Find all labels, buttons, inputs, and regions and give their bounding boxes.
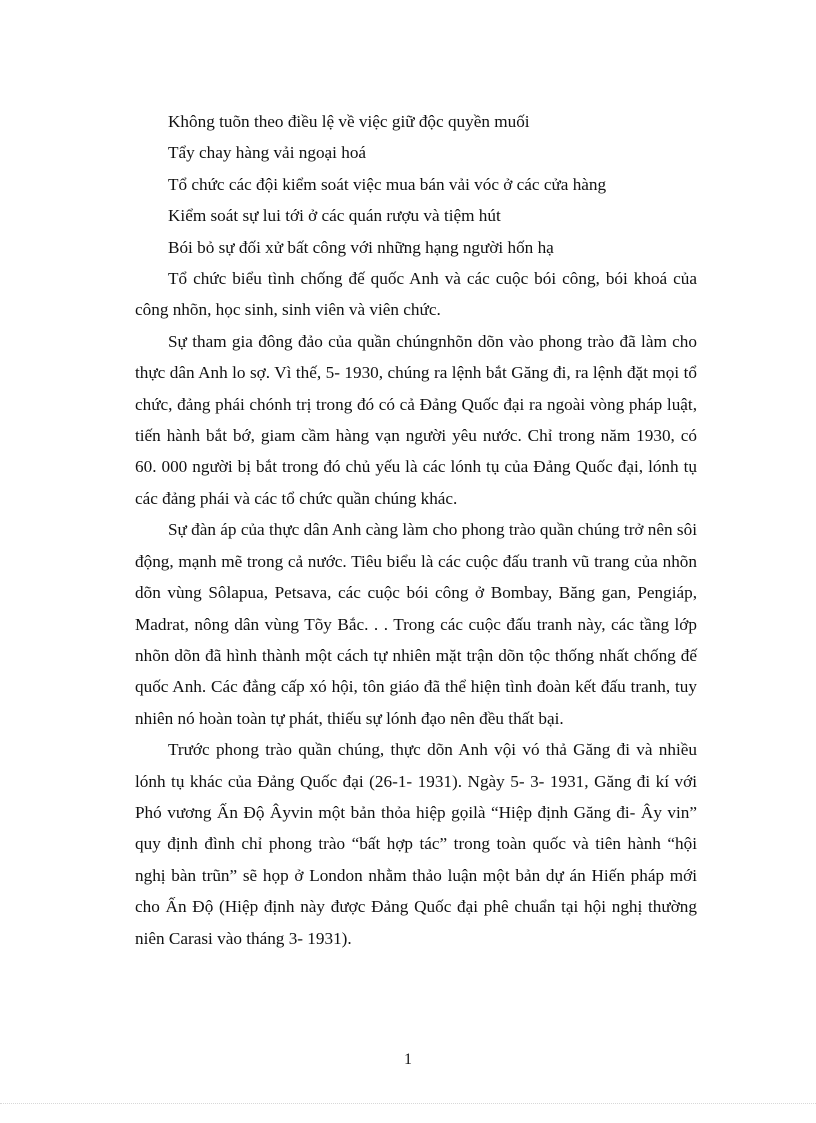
page-number: 1 — [404, 1051, 412, 1068]
list-line: Tẩy chay hàng vải ngoại hoá — [168, 143, 367, 163]
paragraph: Sự tham gia đông đảo của quần chúngnhõn dõn vào phong trào đã làm cho thực dân Anh lo sợ. Vì thế, 5- 1930, chúng ra lệnh bắt Găng đi, ra lệnh đặt mọi tổ chức, đảng phái chónh trị trong đó có cả Đảng Quốc đại ra ngoài vòng pháp luật, tiến hành bắt bớ, giam cầm hàng vạn người yêu nước. Chỉ trong năm 1930, có 60. 000 người bị bắt trong đó chủ yếu là các lónh tụ của Đảng Quốc đại, lónh tụ các đảng phái và các tổ chức quần chúng khác. — [135, 331, 697, 508]
paragraph: Tổ chức biểu tình chống đế quốc Anh và các cuộc bói công, bói khoá của công nhõn, học sinh, sinh viên và viên chức. — [135, 269, 697, 320]
paragraph: Sự đàn áp của thực dân Anh càng làm cho phong trào quần chúng trở nên sôi động, mạnh mẽ trong cả nước. Tiêu biểu là các cuộc đấu tranh vũ trang của nhõn dõn vùng Sôlapua, Petsava, các cuộc bói công ở Bombay, Băng gan, Pengiáp, Madrat, nông dân vùng Tõy Bắc. . . Trong các cuộc đấu tranh này, các tầng lớp nhõn dõn đã hình thành một cách tự nhiên mặt trận dõn tộc thống nhất chống đế quốc Anh. Các đẳng cấp xó hội, tôn giáo đã thể hiện tình đoàn kết đấu tranh, tuy nhiên nó hoàn toàn tự phát, thiếu sự lónh đạo nên đều thất bại. — [135, 520, 697, 728]
body-text — [135, 106, 697, 954]
list-line: Kiểm soát sự lui tới ở các quán rượu và tiệm hút — [168, 206, 501, 226]
paragraph: Trước phong trào quần chúng, thực dõn Anh vội vó thả Găng đi và nhiều lónh tụ khác của Đảng Quốc đại (26-1- 1931). Ngày 5- 3- 1931, Găng đi kí với Phó vương Ấn Độ Âyvin một bản thỏa hiệp gọilà “Hiệp định Găng đi- Ây vin” quy định đình chỉ phong trào “bất hợp tác” trong toàn quốc và tiên hành “hội nghị bàn trũn” sẽ họp ở London nhằm thảo luận một bản dự án Hiến pháp mới cho Ấn Độ (Hiệp định này được Đảng Quốc đại phê chuẩn tại hội nghị thường niên Carasi vào tháng 3- 1931). — [135, 740, 697, 948]
list-line: Tổ chức các đội kiểm soát việc mua bán vải vóc ở các cửa hàng — [168, 174, 607, 194]
list-line: Không tuõn theo điều lệ về việc giữ độc quyền muối — [168, 112, 530, 131]
page-bottom-divider — [0, 1103, 816, 1104]
list-line: Bói bỏ sự đối xử bất công với những hạng người hốn hạ — [168, 237, 554, 257]
